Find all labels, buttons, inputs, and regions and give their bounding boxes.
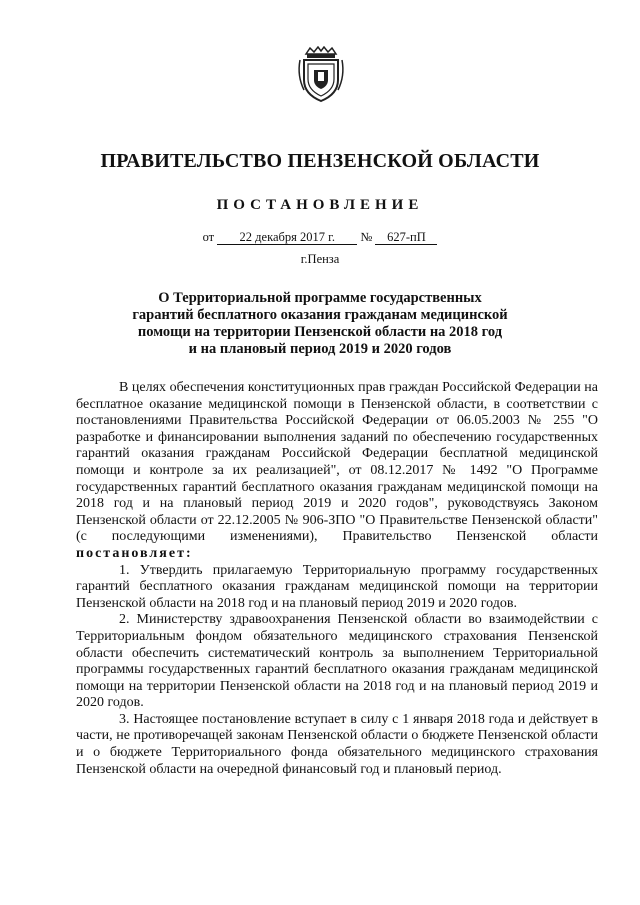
document-title bbox=[120, 290, 520, 358]
document-date: 22 декабря 2017 г. bbox=[217, 230, 357, 245]
item-3-paragraph: 3. Настоящее постановление вступает в силу с 1 января 2018 года и действует в части, не противоречащей законам Пензенской области о бюджете Пензенской области и о бюджете Территориального фонда обязательного медицинского страхования Пензенской области на очередной финансовый год и плановый период. bbox=[76, 711, 598, 777]
number-prefix: № bbox=[360, 230, 373, 244]
item-1-paragraph: 1. Утвердить прилагаемую Территориальную программу государственных гарантий бесплатного оказания гражданам медицинской помощи на территории Пензенской области на 2018 год и на плановый период 2019 и 2020 годов. bbox=[76, 562, 598, 611]
preamble-text: В целях обеспечения конституционных прав граждан Российской Федерации на бесплатное оказание медицинской помощи в Пензенской области, в соответствии с постановлениями Правительства Российской Федерации от 06.05.2003 № 255 "О разработке и финансировании выполнения заданий по обеспечению государственных гарантий оказания гражданам Российской Федерации бесплатной медицинской помощи и контроле за их реализацией", от 08.12.2017 № 1492 "О Программе государственных гарантий бесплатного оказания гражданам медицинской помощи на 2018 год и на плановый период 2019 и 2020 годов", руководствуясь Законом Пензенской области от 22.12.2005 № 906-ЗПО "О Правительстве Пензенской области" (с последующими изменениями), Правительство Пензенской области bbox=[76, 380, 598, 545]
preamble-paragraph bbox=[76, 380, 598, 563]
title-line: помощи на территории Пензенской области на 2018 год bbox=[137, 324, 503, 340]
title-line: О Территориальной программе государственных bbox=[158, 290, 482, 306]
city: г.Пенза bbox=[300, 252, 340, 266]
document-number: 627-пП bbox=[375, 230, 437, 245]
date-prefix: от bbox=[202, 230, 215, 244]
document-type: ПОСТАНОВЛЕНИЕ bbox=[216, 197, 424, 213]
resolves-word: постановляет: bbox=[76, 545, 193, 561]
item-2-paragraph: 2. Министерству здравоохранения Пензенской области во взаимодействии с Территориальным фондом обязательного медицинского страхования Пензенской области обеспечить систематический контроль за выполнением Территориальной программы государственных гарантий бесплатного оказания гражданам медицинской помощи на территории Пензенской области на 2018 год и на плановый период 2019 и 2020 годов. bbox=[76, 612, 598, 711]
coat-of-arms-icon bbox=[296, 46, 346, 104]
document-body bbox=[76, 380, 598, 778]
title-line: гарантий бесплатного оказания гражданам медицинской bbox=[132, 307, 508, 323]
date-number-line bbox=[0, 230, 640, 245]
title-line: и на плановый период 2019 и 2020 годов bbox=[188, 341, 452, 357]
organization-name: ПРАВИТЕЛЬСТВО ПЕНЗЕНСКОЙ ОБЛАСТИ bbox=[100, 150, 540, 172]
